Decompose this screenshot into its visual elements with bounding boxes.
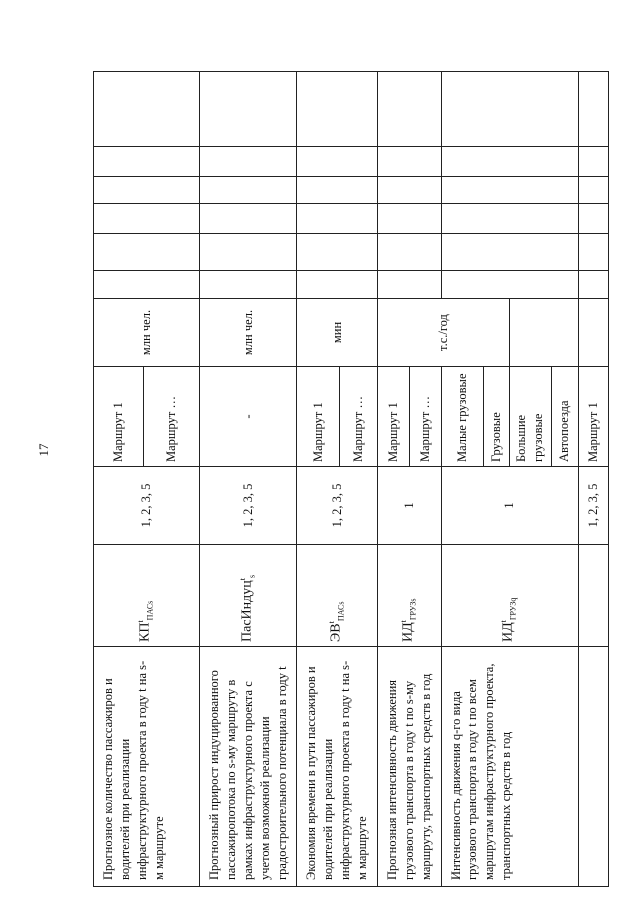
empty-cell	[578, 299, 608, 367]
empty-cell	[200, 271, 297, 299]
stages-cell: 1, 2, 3, 5	[94, 467, 200, 545]
empty-cell	[377, 204, 441, 234]
empty-cell	[297, 72, 378, 147]
empty-cell	[441, 177, 578, 204]
code-cell	[441, 545, 578, 647]
code-subscript: ГРУЗs	[408, 598, 418, 621]
code-superscript: t	[327, 621, 336, 624]
code-cell	[377, 545, 441, 647]
code-superscript: t	[136, 620, 146, 623]
table-row	[297, 72, 339, 887]
indicators-table	[93, 71, 609, 887]
code-subscript: ПАСs	[145, 600, 155, 621]
empty-cell	[441, 271, 578, 299]
unit-cell: млн чел.	[94, 299, 200, 367]
empty-cell	[94, 204, 200, 234]
empty-cell	[441, 147, 578, 177]
code-main: КП	[138, 622, 154, 642]
route-cell: Автопоезда	[551, 367, 578, 467]
empty-cell	[200, 204, 297, 234]
code-superscript: t	[238, 578, 248, 581]
stages-cell: 1	[377, 467, 441, 545]
table-row	[200, 72, 297, 887]
stages-cell: 1, 2, 3, 5	[578, 467, 608, 545]
code-subscript: ГРУЗq	[508, 597, 518, 621]
empty-cell	[578, 177, 608, 204]
empty-cell	[578, 545, 608, 647]
rotated-table-wrapper	[93, 72, 600, 887]
empty-cell	[297, 147, 378, 177]
code-main: ПасИндуц	[239, 580, 255, 642]
route-cell: Маршрут …	[339, 367, 377, 467]
description-cell: Прогнозный прирост индуцированного пассажиропотока по s-му маршруту в рамках инфраструктурного проекта с учетом возможной реализации градостроительного потенциала в году t	[200, 647, 297, 887]
empty-cell	[200, 177, 297, 204]
route-cell: Грузовые	[483, 367, 509, 467]
empty-cell	[200, 234, 297, 271]
empty-cell	[578, 147, 608, 177]
empty-cell	[377, 72, 441, 147]
route-cell: Малые грузовые	[441, 367, 483, 467]
empty-cell	[200, 147, 297, 177]
route-cell: Маршрут 1	[578, 367, 608, 467]
table-row	[94, 72, 144, 887]
stages-cell: 1	[441, 467, 578, 545]
code-cell	[297, 545, 378, 647]
empty-cell	[377, 147, 441, 177]
code-superscript: t	[499, 620, 509, 623]
description-cell: Прогнозная интенсивность движения грузового транспорта в году t по s-му маршруту, транспортных средств в год	[377, 647, 441, 887]
stages-cell: 1, 2, 3, 5	[297, 467, 378, 545]
route-cell: -	[200, 367, 297, 467]
empty-cell	[578, 647, 608, 887]
description-cell: Интенсивность движения q-го вида грузового транспорта в году t по всем маршрутам инфраструктурного проекта, транспортных средств в год	[441, 647, 578, 887]
code-subscript: ПАСs	[336, 601, 346, 622]
unit-cell: т.с./год	[377, 299, 509, 367]
unit-cell: мин	[297, 299, 378, 367]
route-cell: Маршрут …	[409, 367, 441, 467]
table-row	[578, 72, 608, 887]
empty-cell	[509, 299, 578, 367]
route-cell: Маршрут 1	[94, 367, 144, 467]
code-main: ИД	[400, 622, 416, 642]
route-cell: Маршрут 1	[377, 367, 409, 467]
code-main: ИД	[501, 622, 517, 642]
route-cell: Большие грузовые	[509, 367, 551, 467]
code-subscript: s	[247, 574, 257, 578]
empty-cell	[377, 271, 441, 299]
code-main: ЭВ	[328, 623, 344, 642]
description-cell: Экономия времени в пути пассажиров и водителей при реализации инфраструктурного проекта в году t на s-м маршруте	[297, 647, 378, 887]
empty-cell	[94, 72, 200, 147]
empty-cell	[94, 234, 200, 271]
empty-cell	[578, 271, 608, 299]
empty-cell	[200, 72, 297, 147]
code-cell	[94, 545, 200, 647]
route-cell: Маршрут …	[144, 367, 200, 467]
empty-cell	[377, 234, 441, 271]
unit-cell: млн чел.	[200, 299, 297, 367]
empty-cell	[441, 234, 578, 271]
empty-cell	[94, 271, 200, 299]
stages-cell: 1, 2, 3, 5	[200, 467, 297, 545]
empty-cell	[578, 204, 608, 234]
empty-cell	[578, 72, 608, 147]
page-number: 17	[36, 443, 51, 457]
code-cell	[200, 545, 297, 647]
empty-cell	[94, 147, 200, 177]
empty-cell	[297, 234, 378, 271]
empty-cell	[441, 72, 578, 147]
empty-cell	[297, 271, 378, 299]
empty-cell	[441, 204, 578, 234]
code-superscript: t	[399, 620, 409, 623]
description-cell: Прогнозное количество пассажиров и водителей при реализации инфраструктурного проекта в году t на s-м маршруте	[94, 647, 200, 887]
empty-cell	[297, 177, 378, 204]
route-cell: Маршрут 1	[297, 367, 339, 467]
empty-cell	[94, 177, 200, 204]
empty-cell	[377, 177, 441, 204]
table-row	[377, 72, 409, 887]
empty-cell	[578, 234, 608, 271]
empty-cell	[297, 204, 378, 234]
table-row	[441, 72, 483, 887]
